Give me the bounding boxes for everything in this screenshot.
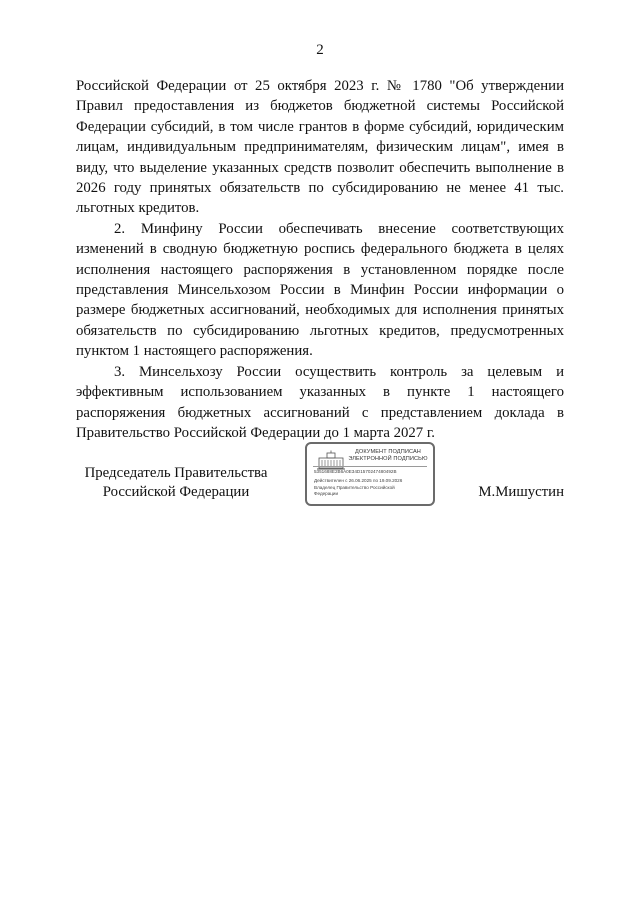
stamp-owner-line-2: Федерации [314,490,339,496]
stamp-heading-line-1: ДОКУМЕНТ ПОДПИСАН [355,449,421,455]
stamp-heading [343,449,433,463]
stamp-owner-line-1: Владелец Правительство Российской [314,484,395,490]
signatory-name: М.Мишустин [478,484,564,500]
stamp-validity: Действителен с 26.06.2025 по 19.09.2026 [314,478,403,484]
paragraph-continuation: Российской Федерации от 25 октября 2023 г. № 1780 "Об утверждении Правил предоставления из бюджетов бюджетной системы Российской Федерации субсидий, в том числе грантов в форме субсидий, юридическим лицам, индивидуальным предпринимателям, физическим лицам", имея в виду, что выделение указанных средств позволит обеспечить выполнение в 2026 году принятых обязательств по субсидированию не менее 41 тыс. льготных кредитов. [76,78,564,217]
paragraph-item-3: 3. Минсельхозу России осуществить контроль за целевым и эффективным использованием указанных в пункте 1 настоящего распоряжения бюджетных ассигнований с представлением доклада в Правительство Российской Федерации до 1 марта 2027 г. [76,363,564,441]
electronic-signature-stamp [305,442,435,506]
government-building-icon [317,450,345,470]
paragraph-item-2: 2. Минфину России обеспечивать внесение соответствующих изменений в сводную бюджетную роспись федерального бюджета в целях исполнения настоящего распоряжения в установленном порядке после представления Минсельхозом России в Минфин России информации о размере бюджетных ассигнований, необходимых для исполнения принятых обязательств по субсидированию льготных кредитов, предусмотренных пунктом 1 настоящего распоряжения. [76,220,564,360]
document-body [76,76,564,443]
signatory-title-line-1: Председатель Правительства [84,465,268,481]
stamp-divider [313,466,427,467]
stamp-heading-line-2: ЭЛЕКТРОННОЙ ПОДПИСЬЮ [348,456,428,462]
signatory-title-line-2: Российской Федерации [102,484,250,500]
stamp-certificate: 5351688E2B6A0E34D1570247480492B [314,469,397,474]
page-number: 2 [316,42,324,58]
stamp-details [314,469,432,497]
signature-block [76,442,564,512]
signatory-title [76,464,276,502]
